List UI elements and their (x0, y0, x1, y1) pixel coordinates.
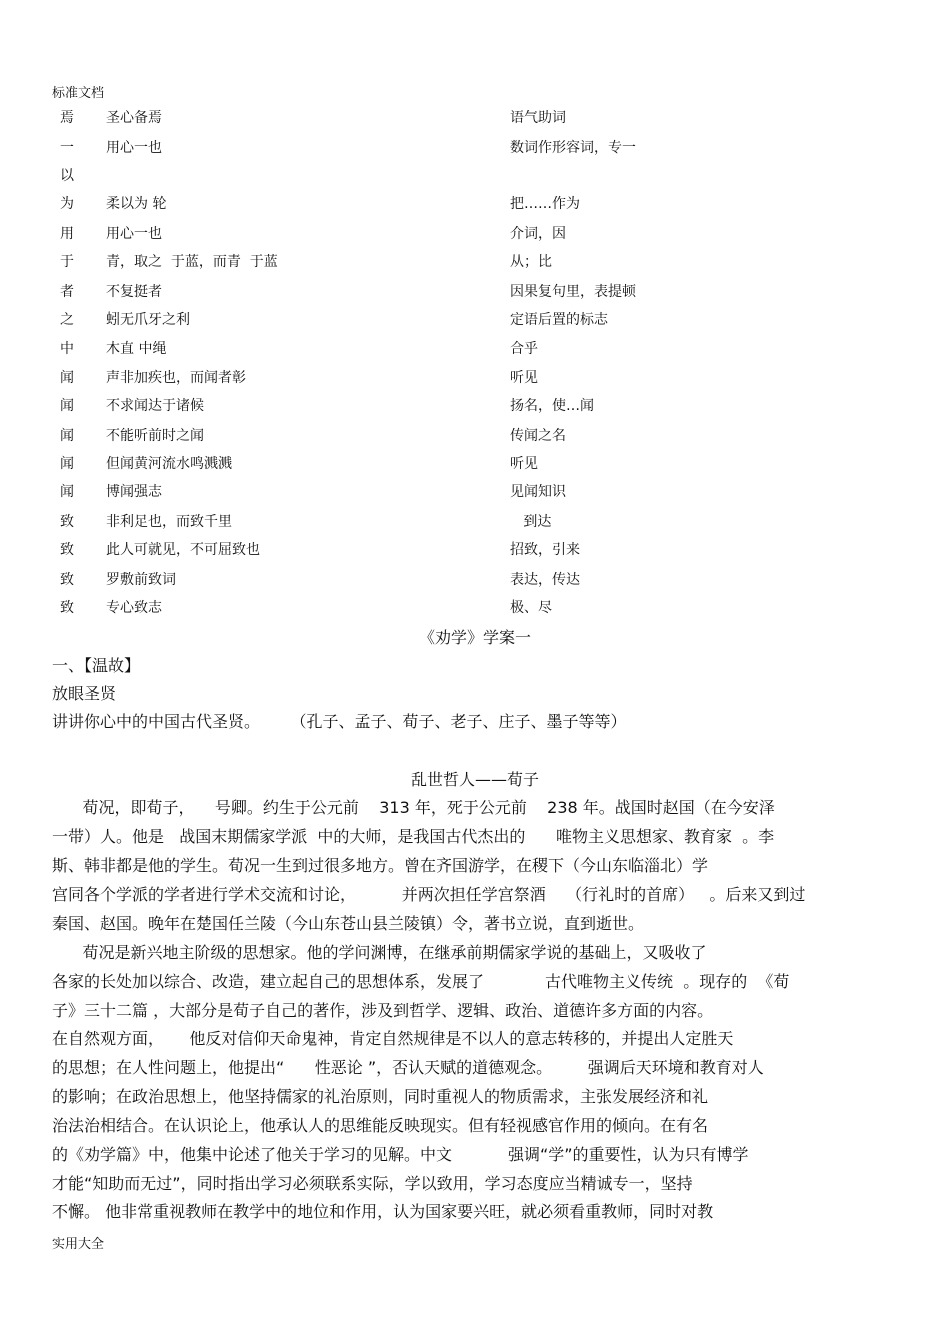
paragraph-line: 一带）人。他是 战国末期儒家学派 中的大师，是我国古代杰出的 唯物主义思想家、教育家 。李 (52, 827, 775, 846)
vocab-row (0, 250, 950, 274)
paragraph-line: 的思想；在人性问题上，他提出“ 性恶论 ”，否认天赋的道德观念。 强调后天环境和教育对人 (52, 1058, 764, 1077)
vocab-meaning: 听见 (510, 456, 538, 472)
vocab-example: 不能听前时之闻 (106, 428, 204, 444)
paragraph-line: 的影响；在政治思想上，他坚持儒家的礼治原则，同时重视人的物质需求，主张发展经济和礼 (52, 1087, 709, 1106)
vocab-meaning: 数词作形容词，专一 (510, 140, 636, 156)
vocab-example: 此人可就见，不可屈致也 (106, 542, 260, 558)
vocab-row (0, 280, 950, 304)
vocab-row (0, 568, 950, 592)
paragraph-line: 宫同各个学派的学者进行学术交流和讨论， 并两次担任学宫祭酒 （行礼时的首席） 。后来又到过 (52, 885, 806, 904)
vocab-example: 圣心备焉 (106, 110, 162, 126)
vocab-meaning: 扬名，使…闻 (510, 398, 594, 414)
vocab-word: 致 (60, 542, 74, 558)
vocab-example: 青，取之 于蓝，而青 于蓝 (106, 254, 278, 270)
paragraph-line: 在自然观方面， 他反对信仰天命鬼神，肯定自然规律是不以人的意志转移的，并提出人定胜天 (52, 1029, 734, 1048)
vocab-example: 不复挺者 (106, 284, 162, 300)
vocab-meaning: 把……作为 (510, 196, 580, 212)
vocab-meaning: 合乎 (510, 341, 538, 357)
section-title: 一、【温故】 (52, 656, 141, 675)
vocab-word: 闻 (60, 398, 74, 414)
vocab-word: 致 (60, 514, 74, 530)
vocab-word: 致 (60, 572, 74, 588)
vocab-row (0, 394, 950, 418)
vocab-meaning: 因果复句里，表提顿 (510, 284, 636, 300)
vocab-meaning: 表达，传达 (510, 572, 580, 588)
vocab-row (0, 192, 950, 216)
vocab-row (0, 222, 950, 246)
paragraph-line: 的《劝学篇》中，他集中论述了他关于学习的见解。中文 强调“学”的重要性，认为只有博学 (52, 1145, 749, 1164)
vocab-row (0, 480, 950, 504)
vocab-example: 木直 中绳 (106, 341, 167, 357)
vocab-example: 不求闻达于诸候 (106, 398, 204, 414)
vocab-row (0, 538, 950, 562)
paragraph-line: 各家的长处加以综合、改造，建立起自己的思想体系，发展了 古代唯物主义传统 。现存的 《荀 (52, 972, 790, 991)
vocab-row (0, 164, 950, 188)
vocab-meaning: 听见 (510, 370, 538, 386)
paragraph-line: 不懈。 他非常重视教师在教学中的地位和作用，认为国家要兴旺，就必须看重教师，同时对教 (52, 1202, 714, 1221)
vocab-example: 罗敷前致词 (106, 572, 176, 588)
section-prompt: 讲讲你心中的中国古代圣贤。 （孔子、孟子、荀子、老子、庄子、墨子等等） (52, 712, 627, 731)
vocab-meaning: 到达 (510, 514, 552, 530)
vocab-meaning: 招致，引来 (510, 542, 580, 558)
vocab-row (0, 308, 950, 332)
vocab-meaning: 极、尽 (510, 600, 552, 616)
vocab-row (0, 452, 950, 476)
vocab-word: 中 (60, 341, 74, 357)
page-header: 标准文档 (52, 86, 105, 101)
vocab-word: 闻 (60, 484, 74, 500)
vocab-example: 用心一也 (106, 140, 162, 156)
vocab-word: 致 (60, 600, 74, 616)
vocab-row (0, 337, 950, 361)
vocab-word: 闻 (60, 370, 74, 386)
case-title: 《劝学》学案一 (418, 628, 531, 647)
paragraph-line: 荀况，即荀子， 号卿。约生于公元前 313 年，死于公元前 238 年。战国时赵国（在今安泽 (52, 798, 775, 817)
paragraph-line: 斯、韩非都是他的学生。荀况一生到过很多地方。曾在齐国游学，在稷下（今山东临淄北）学 (52, 856, 709, 875)
vocab-word: 一 (60, 140, 74, 156)
vocab-example: 声非加疾也，而闻者彰 (106, 370, 246, 386)
vocab-word: 于 (60, 254, 74, 270)
vocab-example: 蚓无爪牙之利 (106, 312, 190, 328)
paragraph-line: 秦国、赵国。晚年在楚国任兰陵（今山东苍山县兰陵镇）令，著书立说，直到逝世。 (52, 914, 645, 933)
vocab-word: 用 (60, 226, 74, 242)
vocab-row (0, 510, 950, 534)
vocab-word: 之 (60, 312, 74, 328)
vocab-row (0, 366, 950, 390)
vocab-row (0, 136, 950, 160)
vocab-word: 为 (60, 196, 74, 212)
vocab-example: 专心致志 (106, 600, 162, 616)
vocab-example: 用心一也 (106, 226, 162, 242)
vocab-meaning: 从；比 (510, 254, 552, 270)
vocab-example: 非利足也，而致千里 (106, 514, 232, 530)
vocab-row (0, 596, 950, 620)
vocab-row (0, 424, 950, 448)
vocab-meaning: 见闻知识 (510, 484, 566, 500)
paragraph-line: 治法治相结合。在认识论上，他承认人的思维能反映现实。但有轻视感官作用的倾向。在有名 (52, 1116, 709, 1135)
vocab-row (0, 106, 950, 130)
paragraph-line: 子》三十二篇 ，大部分是荀子自己的著作，涉及到哲学、逻辑、政治、道德许多方面的内容。 (52, 1001, 714, 1020)
section-subtitle: 放眼圣贤 (52, 684, 117, 703)
vocab-meaning: 定语后置的标志 (510, 312, 608, 328)
vocab-word: 闻 (60, 456, 74, 472)
vocab-example: 柔以为 轮 (106, 196, 167, 212)
page-footer: 实用大全 (52, 1237, 105, 1252)
bio-title: 乱世哲人——荀子 (410, 770, 539, 789)
vocab-meaning: 语气助词 (510, 110, 566, 126)
vocab-word: 闻 (60, 428, 74, 444)
vocab-example: 博闻强志 (106, 484, 162, 500)
vocab-word: 以 (60, 168, 74, 184)
paragraph-line: 荀况是新兴地主阶级的思想家。他的学问渊博，在继承前期儒家学说的基础上，又吸收了 (52, 943, 707, 962)
vocab-meaning: 介词，因 (510, 226, 566, 242)
vocab-word: 者 (60, 284, 74, 300)
vocab-word: 焉 (60, 110, 74, 126)
vocab-example: 但闻黄河流水鸣溅溅 (106, 456, 232, 472)
vocab-meaning: 传闻之名 (510, 428, 566, 444)
paragraph-line: 才能“知助而无过”，同时指出学习必须联系实际，学以致用，学习态度应当精诚专一，坚持 (52, 1174, 693, 1193)
